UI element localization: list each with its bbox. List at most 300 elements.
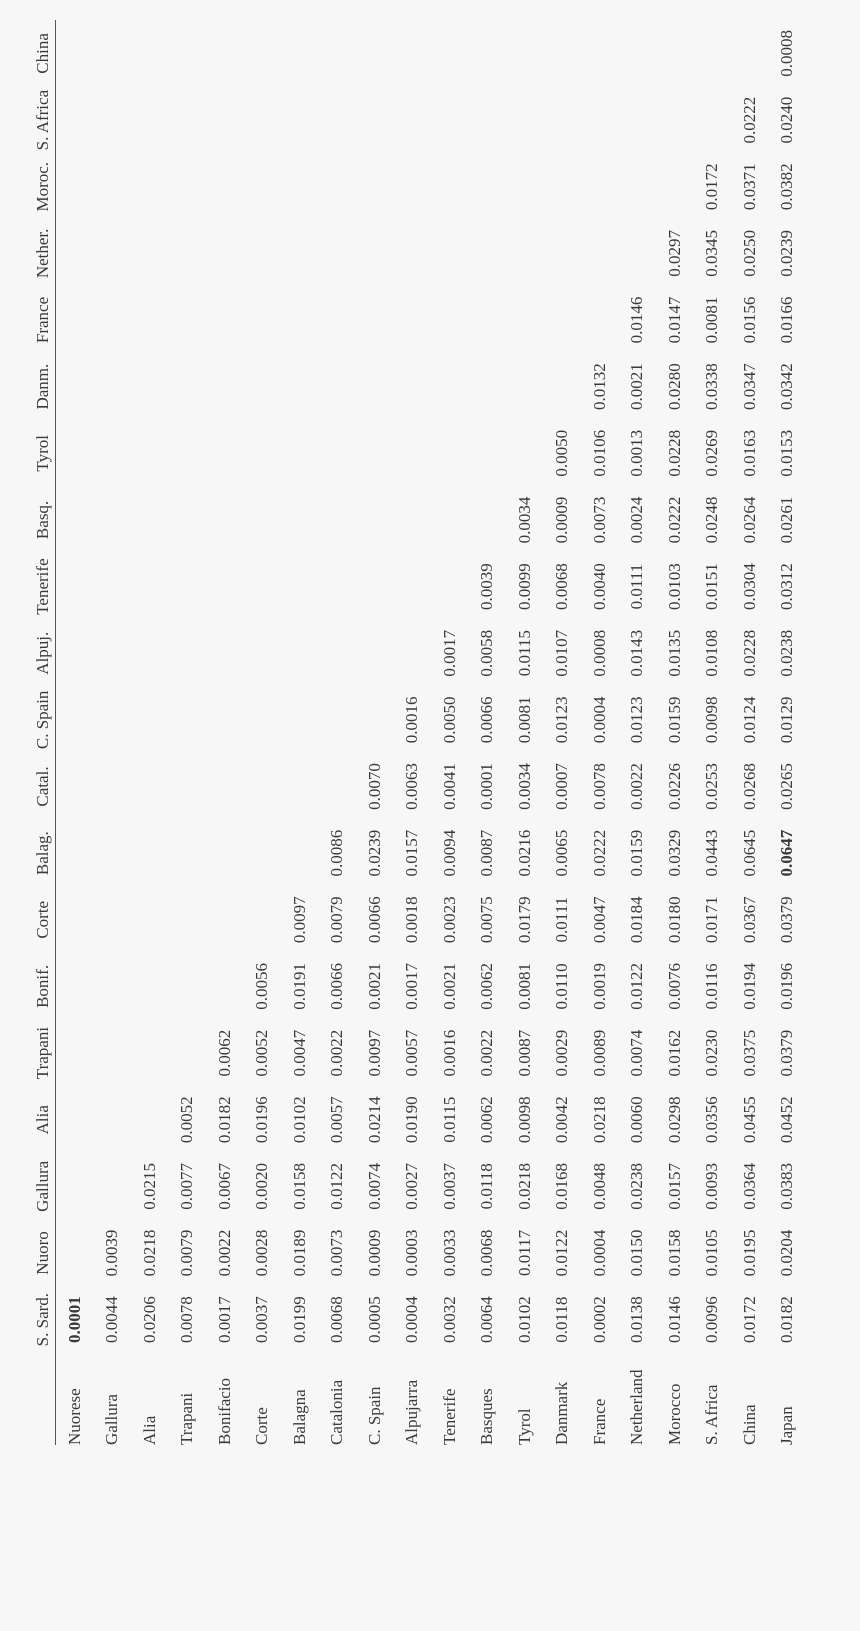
table-cell: 0.0238 xyxy=(777,629,797,677)
empty-cell xyxy=(506,153,544,220)
column-header: Bonif. xyxy=(32,964,52,1008)
empty-cell xyxy=(56,1020,94,1087)
empty-cell xyxy=(394,553,432,620)
empty-cell xyxy=(94,87,132,154)
empty-cell xyxy=(619,153,657,220)
column-header: Tenerife xyxy=(32,558,52,615)
table-cell: 0.0005 xyxy=(364,1296,384,1343)
table-cell: 0.0022 xyxy=(327,1029,347,1077)
table-cell: 0.0060 xyxy=(627,1096,647,1144)
table-cell: 0.0018 xyxy=(402,896,422,944)
table-cell: 0.0158 xyxy=(664,1229,684,1277)
table-cell: 0.0021 xyxy=(439,963,459,1010)
empty-cell xyxy=(56,487,94,554)
table-cell: 0.0194 xyxy=(739,963,759,1010)
empty-cell xyxy=(206,420,244,487)
table-cell: 0.0066 xyxy=(327,963,347,1010)
empty-cell xyxy=(469,87,507,154)
table-cell: 0.0265 xyxy=(777,763,797,810)
table-cell: 0.0057 xyxy=(327,1096,347,1144)
empty-cell xyxy=(169,886,207,953)
table-cell: 0.0056 xyxy=(252,963,272,1010)
empty-cell xyxy=(94,220,132,287)
empty-cell xyxy=(94,1153,132,1220)
column-header: Danm. xyxy=(32,363,52,410)
table-cell: 0.0064 xyxy=(477,1296,497,1343)
table-cell: 0.0338 xyxy=(702,363,722,411)
column-header: S. Africa xyxy=(32,89,52,151)
table-cell: 0.0020 xyxy=(252,1162,272,1210)
table-cell: 0.0443 xyxy=(702,829,722,877)
empty-cell xyxy=(56,553,94,620)
empty-cell xyxy=(394,20,432,87)
table-cell: 0.0047 xyxy=(289,1029,309,1077)
table-cell: 0.0146 xyxy=(627,296,647,344)
row-label: Bonifacio xyxy=(214,1377,234,1445)
table-cell: 0.0008 xyxy=(589,629,609,677)
table-cell: 0.0041 xyxy=(439,763,459,810)
empty-cell xyxy=(281,820,319,887)
table-cell: 0.0017 xyxy=(439,629,459,677)
empty-cell xyxy=(581,220,619,287)
table-cell: 0.0081 xyxy=(514,696,534,744)
empty-cell xyxy=(56,420,94,487)
table-cell: 0.0218 xyxy=(514,1162,534,1210)
empty-cell xyxy=(169,620,207,687)
table-cell: 0.0151 xyxy=(702,563,722,610)
table-cell: 0.0050 xyxy=(552,429,572,477)
row-label: Nuorese xyxy=(64,1388,84,1445)
table-cell: 0.0087 xyxy=(477,829,497,877)
table-cell: 0.0226 xyxy=(664,763,684,810)
empty-cell xyxy=(206,820,244,887)
column-header: China xyxy=(32,33,52,74)
table-cell: 0.0068 xyxy=(552,563,572,610)
table-cell: 0.0129 xyxy=(777,696,797,744)
table-cell: 0.0009 xyxy=(364,1229,384,1277)
empty-cell xyxy=(94,953,132,1020)
empty-cell xyxy=(581,20,619,87)
table-row xyxy=(581,20,619,1445)
empty-cell xyxy=(356,353,394,420)
empty-cell xyxy=(469,287,507,354)
table-row xyxy=(281,20,319,1445)
empty-cell xyxy=(356,220,394,287)
table-cell: 0.0647 xyxy=(777,829,797,877)
table-row xyxy=(56,20,94,1445)
empty-cell xyxy=(394,87,432,154)
empty-cell xyxy=(206,620,244,687)
empty-cell xyxy=(394,620,432,687)
table-cell: 0.0172 xyxy=(739,1296,759,1343)
table-cell: 0.0269 xyxy=(702,429,722,477)
empty-cell xyxy=(356,20,394,87)
table-cell: 0.0312 xyxy=(777,563,797,610)
table-cell: 0.0261 xyxy=(777,496,797,544)
table-cell: 0.0150 xyxy=(627,1229,647,1277)
empty-cell xyxy=(544,220,582,287)
empty-cell xyxy=(394,353,432,420)
empty-cell xyxy=(319,687,357,754)
table-cell: 0.0118 xyxy=(552,1296,572,1343)
table-cell: 0.0156 xyxy=(739,296,759,344)
table-row xyxy=(731,20,769,1445)
table-cell: 0.0097 xyxy=(289,896,309,944)
table-cell: 0.0087 xyxy=(514,1029,534,1077)
column-header: Nuoro xyxy=(32,1231,52,1275)
empty-cell xyxy=(319,353,357,420)
table-cell: 0.0132 xyxy=(589,363,609,411)
empty-cell xyxy=(94,420,132,487)
table-cell: 0.0196 xyxy=(777,963,797,1010)
table-cell: 0.0367 xyxy=(739,896,759,944)
table-cell: 0.0206 xyxy=(139,1296,159,1343)
table-cell: 0.0089 xyxy=(589,1029,609,1077)
empty-cell xyxy=(394,487,432,554)
table-cell: 0.0240 xyxy=(777,96,797,144)
table-cell: 0.0022 xyxy=(627,763,647,810)
header-corner xyxy=(30,1353,56,1445)
empty-cell xyxy=(506,87,544,154)
empty-cell xyxy=(56,220,94,287)
table-cell: 0.0081 xyxy=(702,296,722,344)
column-header: France xyxy=(32,296,52,344)
empty-cell xyxy=(131,87,169,154)
empty-cell xyxy=(56,820,94,887)
empty-cell xyxy=(131,287,169,354)
table-cell: 0.0196 xyxy=(252,1096,272,1144)
empty-cell xyxy=(394,420,432,487)
empty-cell xyxy=(281,687,319,754)
empty-cell xyxy=(56,153,94,220)
row-label: Gallura xyxy=(102,1394,122,1445)
table-cell: 0.0222 xyxy=(739,96,759,144)
table-cell: 0.0001 xyxy=(64,1296,84,1343)
table-cell: 0.0146 xyxy=(664,1296,684,1343)
table-cell: 0.0342 xyxy=(777,363,797,411)
table-cell: 0.0180 xyxy=(664,896,684,944)
column-header: C. Spain xyxy=(32,690,52,750)
empty-cell xyxy=(169,353,207,420)
row-label: Trapani xyxy=(177,1392,197,1445)
table-row xyxy=(206,20,244,1445)
table-cell: 0.0382 xyxy=(777,163,797,211)
empty-cell xyxy=(431,87,469,154)
empty-cell xyxy=(394,220,432,287)
column-header: Tyrol xyxy=(32,435,52,472)
empty-cell xyxy=(281,87,319,154)
table-cell: 0.0037 xyxy=(439,1162,459,1210)
empty-cell xyxy=(319,553,357,620)
empty-cell xyxy=(431,487,469,554)
empty-cell xyxy=(94,886,132,953)
row-label: Danmark xyxy=(552,1381,572,1445)
empty-cell xyxy=(394,287,432,354)
empty-cell xyxy=(56,886,94,953)
table-cell: 0.0230 xyxy=(702,1029,722,1077)
table-cell: 0.0103 xyxy=(664,563,684,610)
table-cell: 0.0068 xyxy=(327,1296,347,1343)
empty-cell xyxy=(319,287,357,354)
empty-cell xyxy=(131,153,169,220)
empty-cell xyxy=(319,487,357,554)
empty-cell xyxy=(469,20,507,87)
table-cell: 0.0002 xyxy=(589,1296,609,1343)
table-row xyxy=(694,20,732,1445)
table-cell: 0.0375 xyxy=(739,1029,759,1077)
empty-cell xyxy=(356,287,394,354)
empty-cell xyxy=(356,553,394,620)
empty-cell xyxy=(56,687,94,754)
table-cell: 0.0345 xyxy=(702,230,722,277)
table-cell: 0.0094 xyxy=(439,829,459,877)
empty-cell xyxy=(94,553,132,620)
empty-cell xyxy=(544,353,582,420)
table-cell: 0.0024 xyxy=(627,496,647,544)
empty-cell xyxy=(244,620,282,687)
empty-cell xyxy=(169,687,207,754)
table-cell: 0.0123 xyxy=(627,696,647,744)
table-cell: 0.0189 xyxy=(289,1229,309,1277)
empty-cell xyxy=(206,687,244,754)
table-cell: 0.0297 xyxy=(664,230,684,277)
table-cell: 0.0021 xyxy=(627,363,647,411)
table-cell: 0.0157 xyxy=(402,829,422,877)
empty-cell xyxy=(169,953,207,1020)
empty-cell xyxy=(169,420,207,487)
table-cell: 0.0042 xyxy=(552,1096,572,1144)
table-cell: 0.0102 xyxy=(514,1296,534,1343)
row-label: S. Africa xyxy=(702,1384,722,1445)
table-cell: 0.0122 xyxy=(627,963,647,1010)
rotated-table-container xyxy=(30,20,820,1445)
empty-cell xyxy=(469,153,507,220)
empty-cell xyxy=(656,153,694,220)
table-cell: 0.0222 xyxy=(589,829,609,877)
table-cell: 0.0383 xyxy=(777,1162,797,1210)
table-cell: 0.0086 xyxy=(327,829,347,877)
table-row xyxy=(544,20,582,1445)
empty-cell xyxy=(131,820,169,887)
table-cell: 0.0074 xyxy=(627,1029,647,1077)
table-cell: 0.0110 xyxy=(552,963,572,1010)
empty-cell xyxy=(506,353,544,420)
table-row xyxy=(169,20,207,1445)
column-header: Moroc. xyxy=(32,161,52,212)
empty-cell xyxy=(694,87,732,154)
table-cell: 0.0057 xyxy=(402,1029,422,1077)
empty-cell xyxy=(206,87,244,154)
table-row xyxy=(769,20,807,1445)
empty-cell xyxy=(131,886,169,953)
empty-cell xyxy=(431,220,469,287)
row-label: Catalonia xyxy=(327,1379,347,1445)
empty-cell xyxy=(56,20,94,87)
table-cell: 0.0264 xyxy=(739,496,759,544)
table-cell: 0.0218 xyxy=(589,1096,609,1144)
table-cell: 0.0195 xyxy=(739,1229,759,1277)
empty-cell xyxy=(281,553,319,620)
empty-cell xyxy=(431,287,469,354)
table-row xyxy=(94,20,132,1445)
table-cell: 0.0364 xyxy=(739,1162,759,1210)
empty-cell xyxy=(131,687,169,754)
table-cell: 0.0248 xyxy=(702,496,722,544)
table-cell: 0.0073 xyxy=(327,1229,347,1277)
table-cell: 0.0001 xyxy=(477,763,497,810)
empty-cell xyxy=(244,20,282,87)
empty-cell xyxy=(244,687,282,754)
empty-cell xyxy=(131,487,169,554)
table-cell: 0.0111 xyxy=(627,563,647,610)
table-cell: 0.0199 xyxy=(289,1296,309,1343)
empty-cell xyxy=(431,153,469,220)
table-header-row xyxy=(30,20,56,1445)
row-label: Netherland xyxy=(627,1369,647,1445)
table-cell: 0.0356 xyxy=(702,1096,722,1144)
table-cell: 0.0172 xyxy=(702,163,722,211)
table-cell: 0.0098 xyxy=(514,1096,534,1144)
empty-cell xyxy=(244,87,282,154)
empty-cell xyxy=(469,487,507,554)
table-cell: 0.0065 xyxy=(552,829,572,877)
empty-cell xyxy=(581,287,619,354)
row-label: Corte xyxy=(252,1407,272,1445)
table-cell: 0.0004 xyxy=(589,1229,609,1277)
table-cell: 0.0098 xyxy=(702,696,722,744)
row-label: China xyxy=(739,1404,759,1445)
empty-cell xyxy=(131,753,169,820)
empty-cell xyxy=(169,153,207,220)
empty-cell xyxy=(244,220,282,287)
table-cell: 0.0159 xyxy=(627,829,647,877)
empty-cell xyxy=(469,420,507,487)
empty-cell xyxy=(206,487,244,554)
empty-cell xyxy=(244,820,282,887)
table-cell: 0.0123 xyxy=(552,696,572,744)
table-cell: 0.0029 xyxy=(552,1029,572,1077)
empty-cell xyxy=(319,620,357,687)
empty-cell xyxy=(319,420,357,487)
empty-cell xyxy=(506,287,544,354)
table-cell: 0.0118 xyxy=(477,1163,497,1210)
table-cell: 0.0452 xyxy=(777,1096,797,1144)
table-cell: 0.0032 xyxy=(439,1296,459,1343)
empty-cell xyxy=(619,20,657,87)
empty-cell xyxy=(169,487,207,554)
table-cell: 0.0075 xyxy=(477,896,497,944)
column-header: Nether. xyxy=(32,228,52,279)
empty-cell xyxy=(131,1086,169,1153)
table-cell: 0.0079 xyxy=(327,896,347,944)
table-cell: 0.0016 xyxy=(439,1029,459,1077)
empty-cell xyxy=(656,87,694,154)
empty-cell xyxy=(394,153,432,220)
table-cell: 0.0022 xyxy=(477,1029,497,1077)
empty-cell xyxy=(544,153,582,220)
table-cell: 0.0253 xyxy=(702,763,722,810)
empty-cell xyxy=(131,553,169,620)
table-cell: 0.0013 xyxy=(627,429,647,477)
empty-cell xyxy=(131,220,169,287)
table-cell: 0.0007 xyxy=(552,763,572,810)
table-cell: 0.0027 xyxy=(402,1162,422,1210)
table-row xyxy=(244,20,282,1445)
empty-cell xyxy=(244,753,282,820)
table-cell: 0.0106 xyxy=(589,429,609,477)
row-label: France xyxy=(589,1398,609,1445)
empty-cell xyxy=(469,353,507,420)
empty-cell xyxy=(281,487,319,554)
empty-cell xyxy=(56,1153,94,1220)
empty-cell xyxy=(281,420,319,487)
table-cell: 0.0135 xyxy=(664,629,684,677)
table-cell: 0.0062 xyxy=(477,1096,497,1144)
empty-cell xyxy=(281,353,319,420)
table-cell: 0.0280 xyxy=(664,363,684,411)
empty-cell xyxy=(56,1086,94,1153)
table-cell: 0.0268 xyxy=(739,763,759,810)
table-cell: 0.0153 xyxy=(777,429,797,477)
column-header: Alia xyxy=(32,1105,52,1135)
table-cell: 0.0052 xyxy=(177,1096,197,1144)
table-cell: 0.0062 xyxy=(214,1029,234,1077)
table-cell: 0.0017 xyxy=(214,1296,234,1343)
table-cell: 0.0021 xyxy=(364,963,384,1010)
empty-cell xyxy=(131,20,169,87)
table-cell: 0.0078 xyxy=(177,1296,197,1343)
table-row xyxy=(469,20,507,1445)
row-label: Tenerife xyxy=(439,1388,459,1445)
empty-cell xyxy=(94,353,132,420)
empty-cell xyxy=(56,287,94,354)
table-cell: 0.0039 xyxy=(102,1229,122,1277)
empty-cell xyxy=(619,87,657,154)
empty-cell xyxy=(56,953,94,1020)
empty-cell xyxy=(169,553,207,620)
empty-cell xyxy=(131,620,169,687)
table-cell: 0.0124 xyxy=(739,696,759,744)
table-cell: 0.0003 xyxy=(402,1229,422,1277)
empty-cell xyxy=(169,753,207,820)
table-cell: 0.0034 xyxy=(514,496,534,544)
empty-cell xyxy=(281,753,319,820)
table-cell: 0.0009 xyxy=(552,496,572,544)
empty-cell xyxy=(319,753,357,820)
table-cell: 0.0107 xyxy=(552,629,572,677)
empty-cell xyxy=(319,153,357,220)
empty-cell xyxy=(169,287,207,354)
empty-cell xyxy=(56,620,94,687)
column-header: Trapani xyxy=(32,1026,52,1080)
table-cell: 0.0204 xyxy=(777,1229,797,1277)
empty-cell xyxy=(431,353,469,420)
empty-cell xyxy=(581,153,619,220)
table-cell: 0.0017 xyxy=(402,963,422,1010)
empty-cell xyxy=(206,353,244,420)
empty-cell xyxy=(94,820,132,887)
column-header: Gallura xyxy=(32,1160,52,1212)
table-cell: 0.0066 xyxy=(364,896,384,944)
empty-cell xyxy=(206,220,244,287)
empty-cell xyxy=(431,420,469,487)
table-cell: 0.0182 xyxy=(214,1096,234,1144)
table-cell: 0.0298 xyxy=(664,1096,684,1144)
empty-cell xyxy=(94,620,132,687)
empty-cell xyxy=(94,20,132,87)
table-cell: 0.0033 xyxy=(439,1229,459,1277)
empty-cell xyxy=(94,153,132,220)
